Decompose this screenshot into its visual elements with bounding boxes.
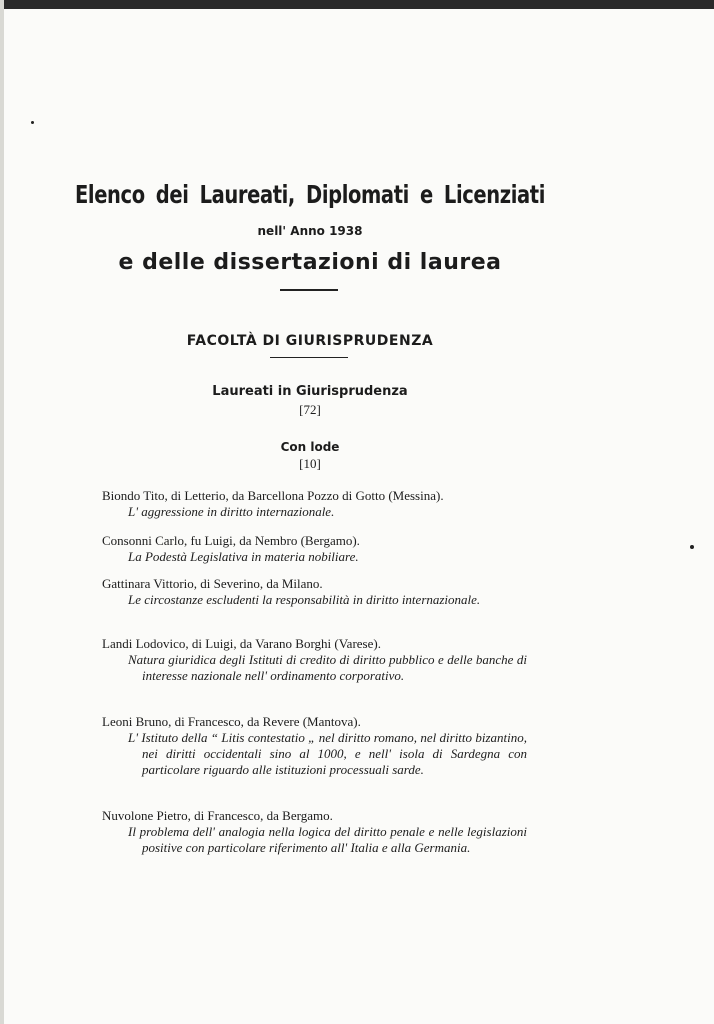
graduate-name: Consonni Carlo, fu Luigi, da Nembro (Bergamo).	[102, 533, 360, 548]
section-title: Laureati in Giurisprudenza	[212, 384, 408, 399]
graduate-count: [72]	[299, 402, 321, 417]
year-line: nell' Anno 1938	[257, 224, 363, 238]
honors-count: [10]	[299, 456, 321, 471]
faculty-heading: FACOLTÀ DI GIURISPRUDENZA	[186, 333, 434, 349]
list-item	[102, 714, 527, 778]
list-item	[102, 488, 527, 520]
list-item	[102, 636, 527, 684]
honors-label: Con lode	[280, 440, 340, 454]
graduate-name: Nuvolone Pietro, di Francesco, da Bergamo.	[102, 808, 333, 823]
graduate-name: Biondo Tito, di Letterio, da Barcellona Pozzo di Gotto (Messina).	[102, 488, 444, 503]
scan-speck	[690, 545, 694, 549]
list-item	[102, 576, 527, 608]
list-item	[102, 533, 527, 565]
page-title: Elenco dei Laureati, Diplomati e Licenziati	[75, 180, 545, 209]
graduate-name: Leoni Bruno, di Francesco, da Revere (Mantova).	[102, 714, 361, 729]
dissertation-title: L' aggressione in diritto internazionale.	[128, 504, 335, 519]
list-item	[102, 808, 527, 856]
scan-top-edge	[0, 0, 714, 9]
dissertation-title: La Podestà Legislativa in materia nobiliare.	[128, 549, 359, 564]
faculty-divider	[270, 357, 348, 358]
scan-speck	[31, 121, 34, 124]
dissertation-title: Le circostanze escludenti la responsabilità in diritto internazionale.	[128, 592, 481, 607]
graduate-name: Gattinara Vittorio, di Severino, da Milano.	[102, 576, 323, 591]
graduate-name: Landi Lodovico, di Luigi, da Varano Borghi (Varese).	[102, 636, 381, 651]
page-subtitle: e delle dissertazioni di laurea	[118, 250, 502, 275]
scan-left-edge	[0, 0, 4, 1024]
dissertation-title: Il problema dell' analogia nella logica del diritto penale e nelle legislazioni positive con particolare riferimento all' Italia e alla Germania.	[128, 824, 527, 855]
dissertation-title: L' Istituto della “ Litis contestatio „ nel diritto romano, nel diritto bizantino, nei diritti occidentali sino al 1000, e nell' isola di Sardegna con particolare riguardo alle istituzioni processuali sarde.	[128, 730, 527, 777]
title-divider	[280, 289, 338, 291]
dissertation-title: Natura giuridica degli Istituti di credito di diritto pubblico e delle banche di interesse nazionale nell' ordinamento corporativo.	[128, 652, 527, 683]
